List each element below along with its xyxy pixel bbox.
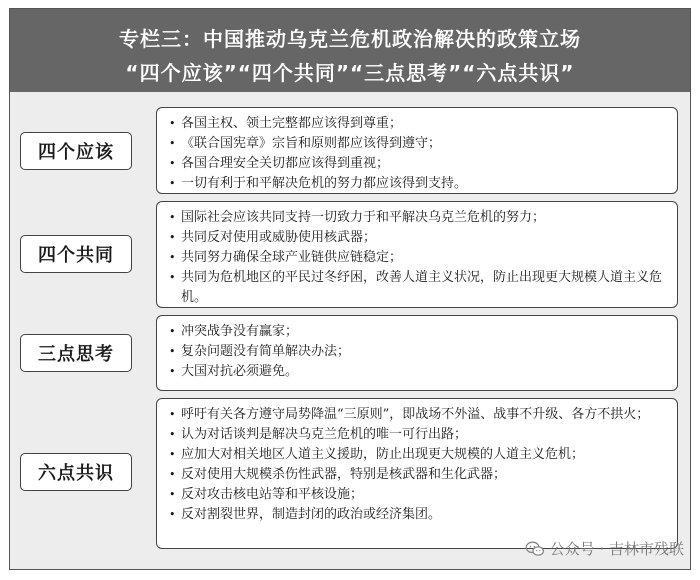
list-item: • 反对攻击核电站等和平核设施； <box>169 485 665 505</box>
section-label-four-shoulds: 四个应该 <box>20 132 132 170</box>
section-box-three-thoughts <box>156 315 678 391</box>
list-item: • 共同为危机地区的平民过冬纾困，改善人道主义状况，防止出现更大规模人道主义危机。 <box>169 268 665 308</box>
watermark-text: 公众号 · 吉林市残联 <box>549 540 684 558</box>
list-item: • 国际社会应该共同支持一切致力于和平解决乌克兰危机的努力； <box>169 208 665 228</box>
panel-header <box>10 9 690 92</box>
list-item: • 共同反对使用或威胁使用核武器； <box>169 228 665 248</box>
list-item: • 各国合理安全关切都应该得到重视； <box>169 154 665 174</box>
list-item: • 呼吁有关各方遵守局势降温“三原则”，即战场不外溢、战事不升级、各方不拱火； <box>169 405 665 425</box>
list-item: • 应加大对相关地区人道主义援助，防止出现更大规模的人道主义危机； <box>169 445 665 465</box>
watermark <box>525 538 684 559</box>
list-item: • 一切有利于和平解决危机的努力都应该得到支持。 <box>169 174 665 194</box>
list-item: • 冲突战争没有赢家； <box>169 322 665 342</box>
section-box-six-consensus <box>156 398 678 549</box>
list-item: • 共同努力确保全球产业链供应链稳定； <box>169 248 665 268</box>
panel-subtitle: “四个应该”“四个共同”“三点思考”“六点共识” <box>125 61 575 85</box>
list-item: • 大国对抗必须避免。 <box>169 362 665 382</box>
section-label-four-commons: 四个共同 <box>20 235 132 273</box>
list-item: • 反对使用大规模杀伤性武器，特别是核武器和生化武器； <box>169 465 665 485</box>
list-item: • 各国主权、领土完整都应该得到尊重； <box>169 114 665 134</box>
list-item: • 《联合国宪章》宗旨和原则都应该得到遵守； <box>169 134 665 154</box>
list-item: • 认为对话谈判是解决乌克兰危机的唯一可行出路； <box>169 425 665 445</box>
policy-panel <box>9 8 691 570</box>
section-box-four-commons <box>156 201 678 308</box>
panel-title: 专栏三：中国推动乌克兰危机政治解决的政策立场 <box>119 27 581 51</box>
section-label-six-consensus: 六点共识 <box>20 453 132 491</box>
wechat-icon <box>525 541 545 557</box>
section-box-four-shoulds <box>156 107 678 194</box>
section-label-three-thoughts: 三点思考 <box>20 334 132 372</box>
list-item: • 复杂问题没有简单解决办法； <box>169 342 665 362</box>
list-item: • 反对割裂世界，制造封闭的政治或经济集团。 <box>169 505 665 525</box>
